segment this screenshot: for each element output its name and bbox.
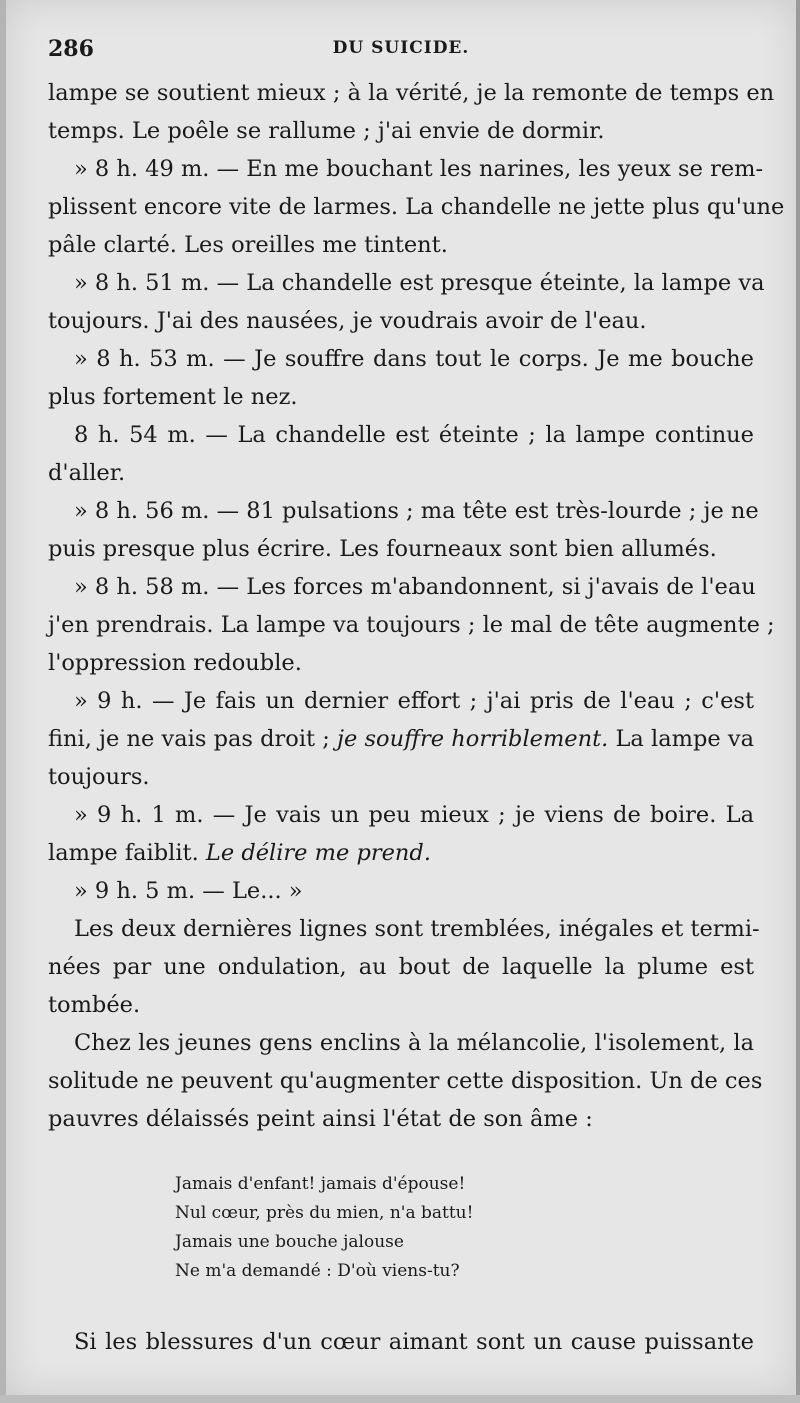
text-run: pauvres délaissés peint ainsi l'état de son âme : <box>48 1106 593 1132</box>
text-line <box>48 492 759 530</box>
text-line <box>48 796 754 834</box>
poem-line: Nul cœur, près du mien, n'a battu! <box>175 1203 474 1223</box>
text-line <box>48 682 754 720</box>
poem-line: Jamais d'enfant! jamais d'épouse! <box>175 1174 466 1194</box>
text-line <box>48 264 765 302</box>
text-line <box>48 910 760 948</box>
text-run: lampe faiblit. <box>48 840 206 866</box>
text-line <box>48 74 775 112</box>
page-edge-right <box>796 0 800 1403</box>
text-run: d'aller. <box>48 460 126 486</box>
text-run: plus fortement le nez. <box>48 384 298 410</box>
text-run: » 9 h. — Je fais un dernier effort ; j'ai pris de l'eau ; c'est <box>74 688 754 714</box>
text-run: » 9 h. 1 m. — Je vais un peu mieux ; je viens de boire. La <box>74 802 754 828</box>
text-line <box>48 948 754 986</box>
text-run: Chez les jeunes gens enclins à la mélancolie, l'isolement, la <box>74 1030 754 1056</box>
text-run: temps. Le poêle se rallume ; j'ai envie de dormir. <box>48 118 605 144</box>
text-run: » 8 h. 53 m. — Je souffre dans tout le corps. Je me bouche <box>74 346 754 372</box>
text-run: plissent encore vite de larmes. La chandelle ne jette plus qu'une <box>48 194 785 220</box>
poem-line: Jamais une bouche jalouse <box>175 1232 404 1252</box>
text-run: » 9 h. 5 m. — Le... » <box>74 878 303 904</box>
text-run: La lampe va <box>608 726 755 752</box>
text-run: 8 h. 54 m. — La chandelle est éteinte ; la lampe continue <box>74 422 754 448</box>
text-line <box>48 416 754 454</box>
text-run: nées par une ondulation, au bout de laquelle la plume est <box>48 954 754 980</box>
text-line <box>48 302 754 340</box>
text-line <box>48 1062 763 1100</box>
text-line <box>48 340 754 378</box>
text-line: Si les blessures d'un cœur aimant sont un cause puissante <box>74 1329 754 1355</box>
poem-block <box>175 1170 575 1286</box>
text-run: tombée. <box>48 992 141 1018</box>
italic-phrase: Le délire me prend. <box>205 840 431 866</box>
page-edge-bottom <box>0 1395 800 1403</box>
text-run: puis presque plus écrire. Les fourneaux sont bien allumés. <box>48 536 717 562</box>
text-line <box>48 454 754 492</box>
text-run: solitude ne peuvent qu'augmenter cette disposition. Un de ces <box>48 1068 763 1094</box>
text-run: pâle clarté. Les oreilles me tintent. <box>48 232 448 258</box>
text-line <box>48 568 754 606</box>
text-line <box>48 758 754 796</box>
text-line <box>48 1024 754 1062</box>
text-run: toujours. J'ai des nausées, je voudrais avoir de l'eau. <box>48 308 647 334</box>
text-run: » 8 h. 51 m. — La chandelle est presque éteinte, la lampe va <box>74 270 765 296</box>
page-header <box>48 36 754 66</box>
text-run: l'oppression redouble. <box>48 650 302 676</box>
text-line <box>48 644 754 682</box>
text-run: toujours. <box>48 764 150 790</box>
text-run: lampe se soutient mieux ; à la vérité, je la remonte de temps en <box>48 80 775 106</box>
text-line <box>48 378 754 416</box>
text-run: fini, je ne vais pas droit ; <box>48 726 338 752</box>
text-line <box>48 530 754 568</box>
text-line <box>48 834 754 872</box>
text-line <box>48 226 754 264</box>
text-line <box>48 188 785 226</box>
text-line <box>48 112 754 150</box>
text-line <box>48 986 754 1024</box>
body-text <box>48 74 785 1138</box>
text-line <box>48 150 764 188</box>
text-run: » 8 h. 56 m. — 81 pulsations ; ma tête est très-lourde ; je ne <box>74 498 759 524</box>
text-run: » 8 h. 58 m. — Les forces m'abandonnent, si j'avais de l'eau <box>74 574 756 600</box>
page-number: 286 <box>48 36 94 62</box>
text-run: j'en prendrais. La lampe va toujours ; le mal de tête augmente ; <box>48 612 775 638</box>
text-run: » 8 h. 49 m. — En me bouchant les narines, les yeux se rem- <box>74 156 764 182</box>
running-title: DU SUICIDE. <box>332 38 470 58</box>
italic-phrase: je souffre horriblement. <box>337 726 609 752</box>
text-line <box>48 872 754 910</box>
text-run: Les deux dernières lignes sont tremblées, inégales et termi- <box>74 916 760 942</box>
poem-line: Ne m'a demandé : D'où viens-tu? <box>175 1261 460 1281</box>
text-line <box>48 606 775 644</box>
closing-paragraph <box>48 1323 754 1361</box>
text-line <box>48 1100 754 1138</box>
text-line <box>48 720 754 758</box>
